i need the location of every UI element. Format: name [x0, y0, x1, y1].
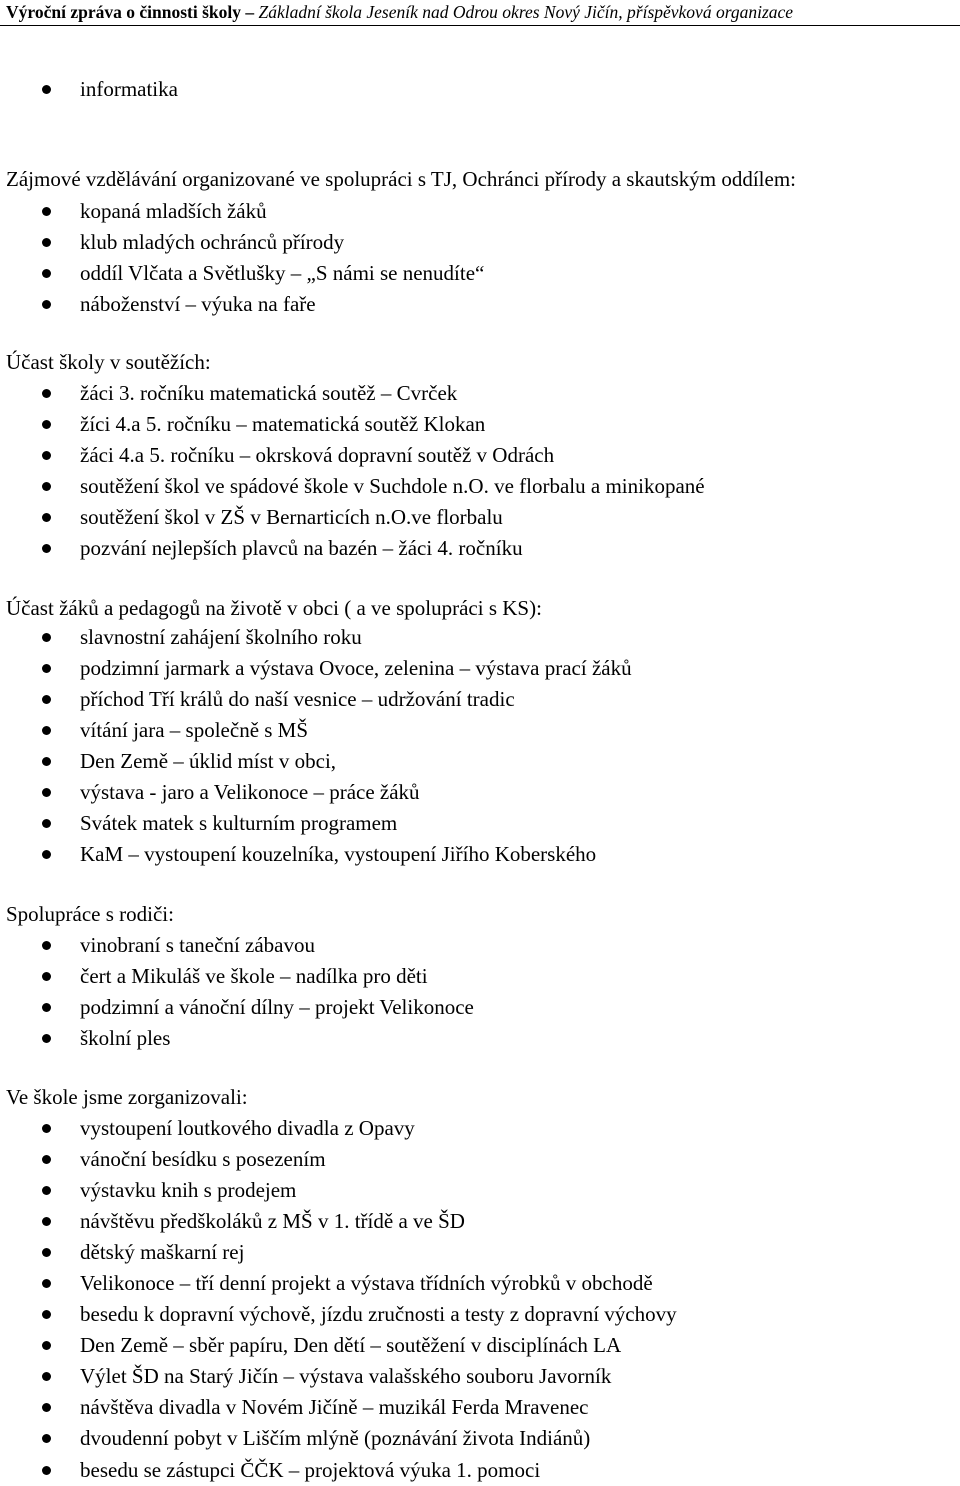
list-item-text: žíci 4.a 5. ročníku – matematická soutěž Klokan: [80, 412, 486, 436]
report-title: Výroční zpráva o činnosti školy: [6, 2, 241, 22]
bullet-icon: [42, 482, 51, 491]
list-item-text: žáci 3. ročníku matematická soutěž – Cvrček: [80, 381, 458, 405]
bullet-icon: [42, 451, 51, 460]
bullet-icon: [42, 1248, 51, 1257]
bullet-icon: [42, 1310, 51, 1319]
list-item: [0, 502, 960, 533]
list-item: [0, 1361, 960, 1392]
list-item-text: výstava - jaro a Velikonoce – práce žáků: [80, 780, 420, 804]
list-item: [0, 684, 960, 715]
list-item-text: KaM – vystoupení kouzelníka, vystoupení Jiřího Koberského: [80, 842, 597, 866]
bullet-icon: [42, 1003, 51, 1012]
bullet-icon: [42, 1341, 51, 1350]
list-item-text: návštěvu předškoláků z MŠ v 1. třídě a ve ŠD: [80, 1209, 465, 1233]
list-item: [0, 1206, 960, 1237]
bullet-icon: [42, 207, 51, 216]
list-item: [0, 258, 960, 289]
bullet-icon: [42, 85, 51, 94]
list-item: [0, 1237, 960, 1268]
list-item-text: dětský maškarní rej: [80, 1240, 245, 1264]
list-item: [0, 227, 960, 258]
section-heading: Ve škole jsme zorganizovali:: [6, 1085, 248, 1109]
bullet-icon: [42, 788, 51, 797]
bullet-icon: [42, 1434, 51, 1443]
list-item-text: návštěva divadla v Novém Jičíně – muzikál Ferda Mravenec: [80, 1395, 589, 1419]
list-item: [0, 839, 960, 870]
list-item-text: Svátek matek s kulturním programem: [80, 811, 398, 835]
list-item: [0, 1175, 960, 1206]
list-item: [0, 289, 960, 320]
list-item-text: vítání jara – společně s MŠ: [80, 718, 309, 742]
title-separator: –: [240, 2, 259, 22]
list-item: [0, 808, 960, 839]
bullet-icon: [42, 664, 51, 673]
list-item-text: oddíl Vlčata a Světlušky – „S námi se nenudíte“: [80, 261, 485, 285]
list-item: [0, 992, 960, 1023]
bullet-icon: [42, 544, 51, 553]
list-item: [0, 409, 960, 440]
list-item: [0, 378, 960, 409]
list-item-text: informatika: [80, 77, 178, 101]
list-item-text: Den Země – sběr papíru, Den dětí – soutěžení v disciplínách LA: [80, 1333, 622, 1357]
list-item-text: školní ples: [80, 1026, 171, 1050]
list-item: [0, 196, 960, 227]
list-item-text: klub mladých ochránců přírody: [80, 230, 345, 254]
list-item: [0, 471, 960, 502]
list-item-text: besedu k dopravní výchově, jízdu zručnosti a testy z dopravní výchovy: [80, 1302, 677, 1326]
list-item: [0, 715, 960, 746]
bullet-icon: [42, 1034, 51, 1043]
list-item-text: Den Země – úklid míst v obci,: [80, 749, 337, 773]
list-item: [0, 1423, 960, 1454]
bullet-icon: [42, 1403, 51, 1412]
bullet-icon: [42, 726, 51, 735]
list-item-text: čert a Mikuláš ve škole – nadílka pro děti: [80, 964, 428, 988]
list-item: [0, 961, 960, 992]
bullet-icon: [42, 1186, 51, 1195]
bullet-icon: [42, 1124, 51, 1133]
bullet-icon: [42, 695, 51, 704]
bullet-icon: [42, 513, 51, 522]
list-item: [0, 653, 960, 684]
list-item-text: pozvání nejlepších plavců na bazén – žáci 4. ročníku: [80, 536, 523, 560]
list-item: [0, 746, 960, 777]
list-item-text: vánoční besídku s posezením: [80, 1147, 326, 1171]
bullet-icon: [42, 420, 51, 429]
bullet-icon: [42, 972, 51, 981]
list-item: [0, 1113, 960, 1144]
section-heading-row: [0, 899, 960, 930]
list-item: [0, 1299, 960, 1330]
list-item-text: podzimní a vánoční dílny – projekt Velikonoce: [80, 995, 474, 1019]
list-item-text: Výlet ŠD na Starý Jičín – výstava valašského souboru Javorník: [80, 1364, 612, 1388]
bullet-icon: [42, 1279, 51, 1288]
list-item-text: žáci 4.a 5. ročníku – okrsková dopravní soutěž v Odrách: [80, 443, 555, 467]
list-item: [0, 1455, 960, 1486]
bullet-icon: [42, 633, 51, 642]
bullet-icon: [42, 1466, 51, 1475]
section-heading-row: [0, 347, 960, 378]
school-name: Základní škola Jeseník nad Odrou okres Nový Jičín, příspěvková organizace: [258, 2, 794, 22]
list-item-text: výstavku knih s prodejem: [80, 1178, 297, 1202]
list-item: [0, 1330, 960, 1361]
header-rule: [0, 25, 960, 26]
list-item: [0, 622, 960, 653]
section-heading: Zájmové vzdělávání organizované ve spolupráci s TJ, Ochránci přírody a skautským oddílem:: [6, 167, 797, 191]
bullet-icon: [42, 1217, 51, 1226]
section-heading-row: [0, 1082, 960, 1113]
document-header: [6, 0, 956, 24]
bullet-icon: [42, 850, 51, 859]
list-item: [0, 1023, 960, 1054]
section-heading-row: [0, 593, 960, 624]
bullet-icon: [42, 1155, 51, 1164]
list-item-text: podzimní jarmark a výstava Ovoce, zelenina – výstava prací žáků: [80, 656, 632, 680]
list-item: [0, 1392, 960, 1423]
list-item-text: soutěžení škol ve spádové škole v Suchdole n.O. ve florbalu a minikopané: [80, 474, 705, 498]
list-item: [0, 930, 960, 961]
list-item-text: besedu se zástupci ČČK – projektová výuka 1. pomoci: [80, 1458, 541, 1482]
list-item-text: Velikonoce – tří denní projekt a výstava třídních výrobků v obchodě: [80, 1271, 653, 1295]
list-item-text: náboženství – výuka na faře: [80, 292, 316, 316]
section-heading: Účast žáků a pedagogů na životě v obci ( a ve spolupráci s KS):: [6, 596, 542, 620]
list-item-text: kopaná mladších žáků: [80, 199, 267, 223]
bullet-icon: [42, 819, 51, 828]
list-item: [0, 440, 960, 471]
list-item: [0, 1268, 960, 1299]
list-item: [0, 74, 960, 105]
bullet-icon: [42, 269, 51, 278]
list-item-text: dvoudenní pobyt v Liščím mlýně (poznávání života Indiánů): [80, 1426, 591, 1450]
list-item: [0, 777, 960, 808]
bullet-icon: [42, 1372, 51, 1381]
bullet-icon: [42, 941, 51, 950]
list-item-text: vystoupení loutkového divadla z Opavy: [80, 1116, 415, 1140]
list-item: [0, 533, 960, 564]
list-item: [0, 1144, 960, 1175]
bullet-icon: [42, 300, 51, 309]
list-item-text: soutěžení škol v ZŠ v Bernarticích n.O.ve florbalu: [80, 505, 503, 529]
list-item-text: vinobraní s taneční zábavou: [80, 933, 315, 957]
list-item-text: slavnostní zahájení školního roku: [80, 625, 362, 649]
bullet-icon: [42, 757, 51, 766]
bullet-icon: [42, 238, 51, 247]
section-heading-row: [0, 164, 960, 195]
section-heading: Účast školy v soutěžích:: [6, 350, 211, 374]
bullet-icon: [42, 389, 51, 398]
list-item-text: příchod Tří králů do naší vesnice – udržování tradic: [80, 687, 515, 711]
section-heading: Spolupráce s rodiči:: [6, 902, 174, 926]
